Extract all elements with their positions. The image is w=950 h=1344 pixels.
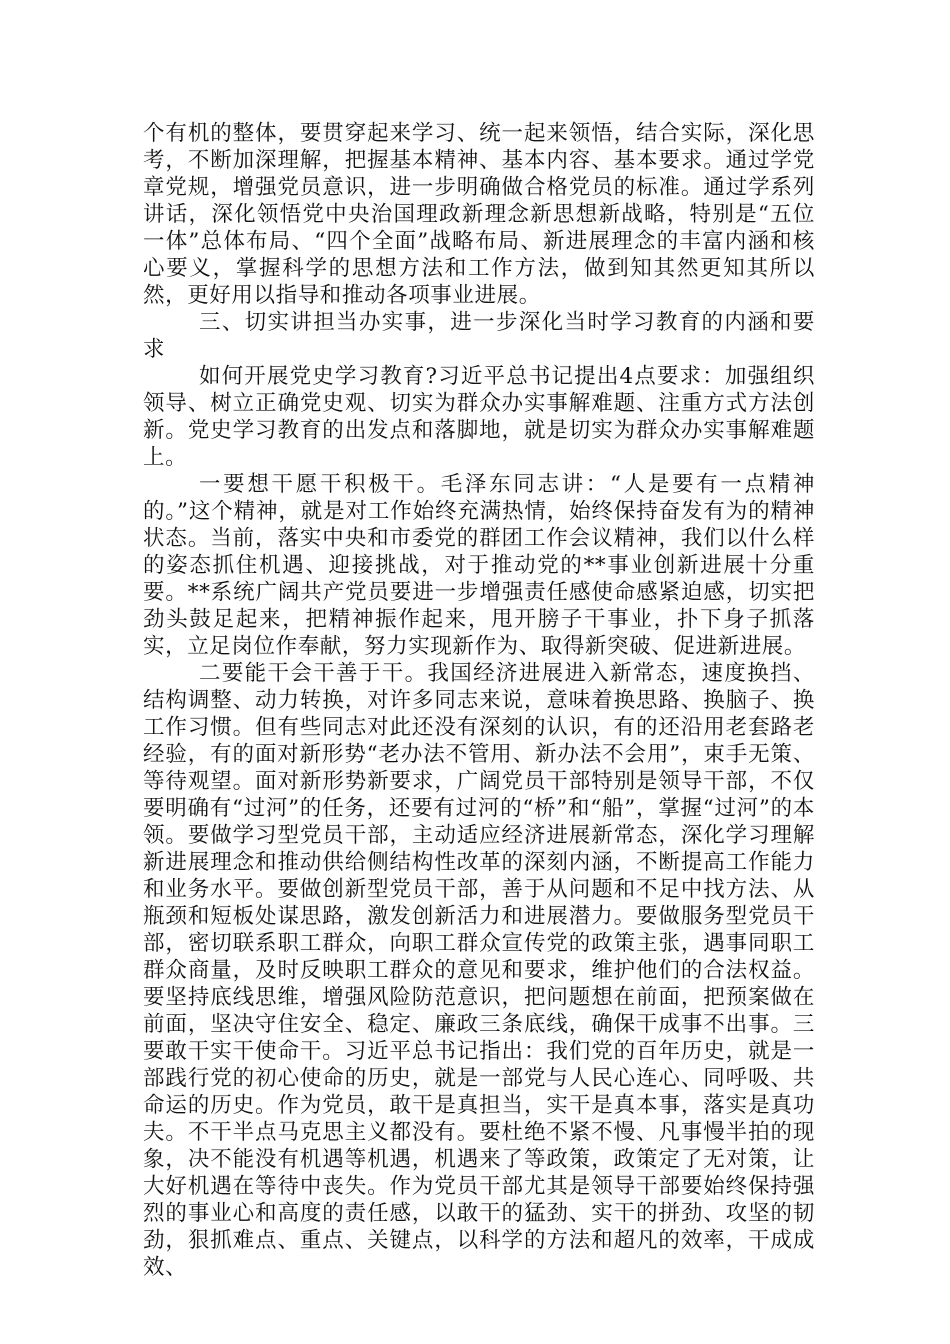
section-heading-three: 三、切实讲担当办实事，进一步深化当时学习教育的内涵和要求: [143, 310, 815, 362]
paragraph-requirements: 如何开展党史学习教育?习近平总书记提出4点要求：加强组织领导、树立正确党史观、切实为群众办实事解难题、注重方式方法创新。党史学习教育的出发点和落脚地，就是切实为群众办实事解难题上。: [143, 364, 815, 470]
paragraph-point-one: 一要想干愿干积极干。毛泽东同志讲：“人是要有一点精神的。”这个精神，就是对工作始终充满热情，始终保持奋发有为的精神状态。当前，落实中央和市委党的群团工作会议精神，我们以什么样的姿态抓住机遇、迎接挑战，对于推动党的**事业创新进展十分重要。**系统广阔共产党员要进一步增强责任感使命感紧迫感，切实把劲头鼓足起来，把精神振作起来，甩开膀子干事业，扑下身子抓落实，立足岗位作奉献，努力实现新作为、取得新突破、促进新进展。: [143, 472, 815, 659]
paragraph-point-two: 二要能干会干善于干。我国经济进展进入新常态，速度换挡、结构调整、动力转换，对许多同志来说，意味着换思路、换脑子、换工作习惯。但有些同志对此还没有深刻的认识，有的还沿用老套路老经验，有的面对新形势“老办法不管用、新办法不会用”，束手无策、等待观望。面对新形势新要求，广阔党员干部特别是领导干部，不仅要明确有“过河”的任务，还要有过河的“桥”和“船”，掌握“过河”的本领。要做学习型党员干部，主动适应经济进展新常态，深化学习理解新进展理念和推动供给侧结构性改革的深刻内涵，不断提高工作能力和业务水平。要做创新型党员干部，善于从问题和不足中找方法、从瓶颈和短板处谋思路，激发创新活力和进展潜力。要做服务型党员干部，密切联系职工群众，向职工群众宣传党的政策主张，遇事同职工群众商量，及时反映职工群众的意见和要求，维护他们的合法权益。要坚持底线思维，增强风险防范意识，把问题想在前面，把预案做在前面，坚决守住安全、稳定、廉政三条底线，确保干成事不出事。三要敢干实干使命干。习近平总书记指出：我们党的百年历史，就是一部践行党的初心使命的历史，就是一部党与人民心连心、同呼吸、共命运的历史。作为党员，敢干是真担当，实干是真本事，落实是真功夫。不干半点马克思主义都没有。要杜绝不紧不慢、凡事慢半拍的现象，决不能没有机遇等机遇，机遇来了等政策，政策定了无对策，让大好机遇在等待中丧失。作为党员干部尤其是领导干部要始终保持强烈的事业心和高度的责任感，以敢干的猛劲、实干的拼劲、攻坚的韧劲，狠抓难点、重点、关键点，以科学的方法和超凡的效率，干成成效、: [143, 661, 815, 1280]
paragraph-continuation: 个有机的整体，要贯穿起来学习、统一起来领悟，结合实际，深化思考，不断加深理解，把握基本精神、基本内容、基本要求。通过学党章党规，增强党员意识，进一步明确做合格党员的标准。通过学系列讲话，深化领悟党中央治国理政新理念新思想新战略，特别是“五位一体”总体布局、“四个全面”战略布局、新进展理念的丰富内涵和核心要义，掌握科学的思想方法和工作方法，做到知其然更知其所以然，更好用以指导和推动各项事业进展。: [143, 121, 815, 308]
document-body: [143, 120, 815, 1281]
